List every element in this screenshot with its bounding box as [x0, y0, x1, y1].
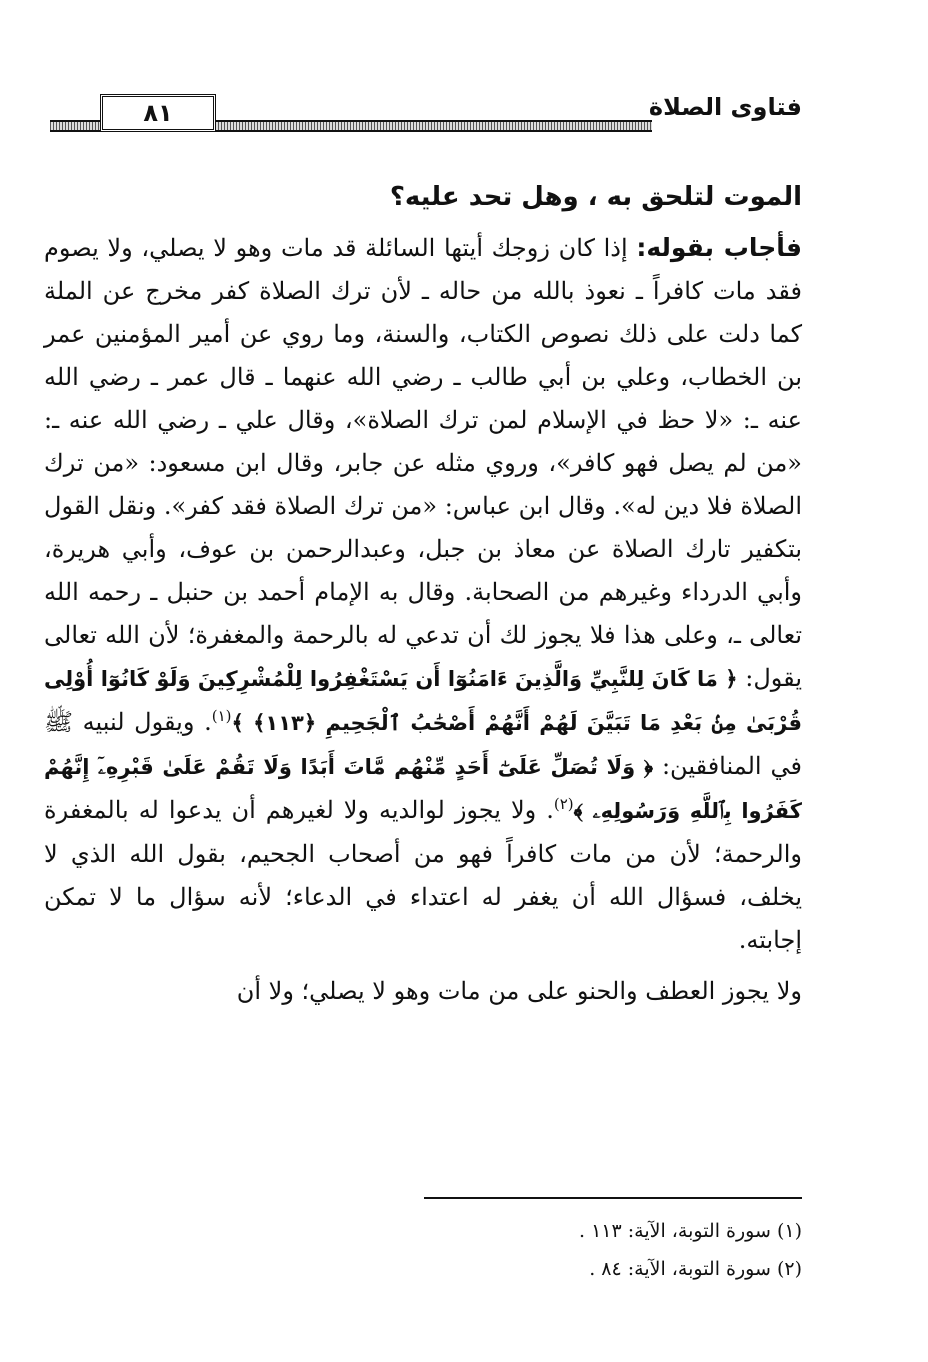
- footnote-2: (٢) سورة التوبة، الآية: ٨٤ .: [589, 1258, 802, 1280]
- answer-paragraph: [44, 226, 802, 962]
- quran-verse-2: ﴿ وَلَا تُصَلِّ عَلَىٰٓ أَحَدٍ مِّنْهُم مَّاتَ أَبَدًا وَلَا تَقُمْ عَلَىٰ قَبْرِهِۦٓ إِنَّهُمْ كَفَرُوا بِٱللَّهِ وَرَسُولِهِۦ ﴾: [44, 755, 802, 823]
- answer-text-2: . ويقول لنبيه ﷺ في المنافقين:: [44, 708, 802, 780]
- running-header: [50, 92, 802, 136]
- footnotes: [424, 1212, 802, 1288]
- main-text: [44, 168, 802, 1013]
- footnote-1: (١) سورة التوبة، الآية: ١١٣ .: [578, 1220, 802, 1242]
- page-number: ٨١: [100, 94, 216, 132]
- answer-text-3: . ولا يجوز لوالديه ولا لغيرهم أن يدعوا له بالمغفرة والرحمة؛ لأن من مات كافراً فهو من أصحاب الجحيم، بقول الله الذي لا يخلف، فسؤال الله أن يغفر له اعتداء في الدعاء؛ لأنه سؤال ما لا تمكن إجابته.: [44, 796, 802, 954]
- footnote-separator: [424, 1197, 802, 1199]
- answer-text-1: إذا كان زوجك أيتها السائلة قد مات وهو لا يصلي، ولا يصوم فقد مات كافراً ـ نعوذ بالله من حاله ـ لأن ترك الصلاة كفر مخرج عن الملة كما دلت على ذلك نصوص الكتاب، والسنة، وما روي عن أمير المؤمنين عمر بن الخطاب، وعلي بن أبي طالب ـ رضي الله عنهما ـ قال عمر ـ رضي الله عنه ـ: «لا حظ في الإسلام لمن ترك الصلاة»، وقال علي ـ رضي الله عنه ـ: «من لم يصل فهو كافر»، وروي مثله عن جابر، وقال ابن مسعود: «من ترك الصلاة فلا دين له». وقال ابن عباس: «من ترك الصلاة فقد كفر». ونقل القول بتكفير تارك الصلاة عن معاذ بن جبل، وعبدالرحمن بن عوف، وأبي هريرة، وأبي الدرداء وغيرهم من الصحابة. وقال به الإمام أحمد بن حنبل ـ رحمه الله تعالى ـ، وعلى هذا فلا يجوز لك أن تدعي له بالرحمة والمغفرة؛ لأن الله تعالى يقول:: [44, 234, 803, 692]
- answer-label: فأجاب بقوله:: [636, 233, 802, 262]
- question-heading: الموت لتلحق به ، وهل تحد عليه؟: [389, 182, 802, 212]
- quran-verse-1: ﴿ مَا كَانَ لِلنَّبِيِّ وَالَّذِينَ ءَامَنُوٓا أَن يَسْتَغْفِرُوا لِلْمُشْرِكِينَ وَلَوْ كَانُوٓا أُوْلِى قُرْبَىٰ مِنۢ بَعْدِ مَا تَبَيَّنَ لَهُمْ أَنَّهُمْ أَصْحَٰبُ ٱلْجَحِيمِ ﴿١١٣﴾ ﴾: [44, 667, 802, 735]
- second-paragraph: ولا يجوز العطف والحنو على من مات وهو لا يصلي؛ ولا أن: [236, 977, 802, 1005]
- footnote-ref-2: (٢): [553, 795, 574, 813]
- footnote-ref-1: (١): [211, 707, 232, 725]
- book-title: فتاوى الصلاة: [648, 93, 802, 121]
